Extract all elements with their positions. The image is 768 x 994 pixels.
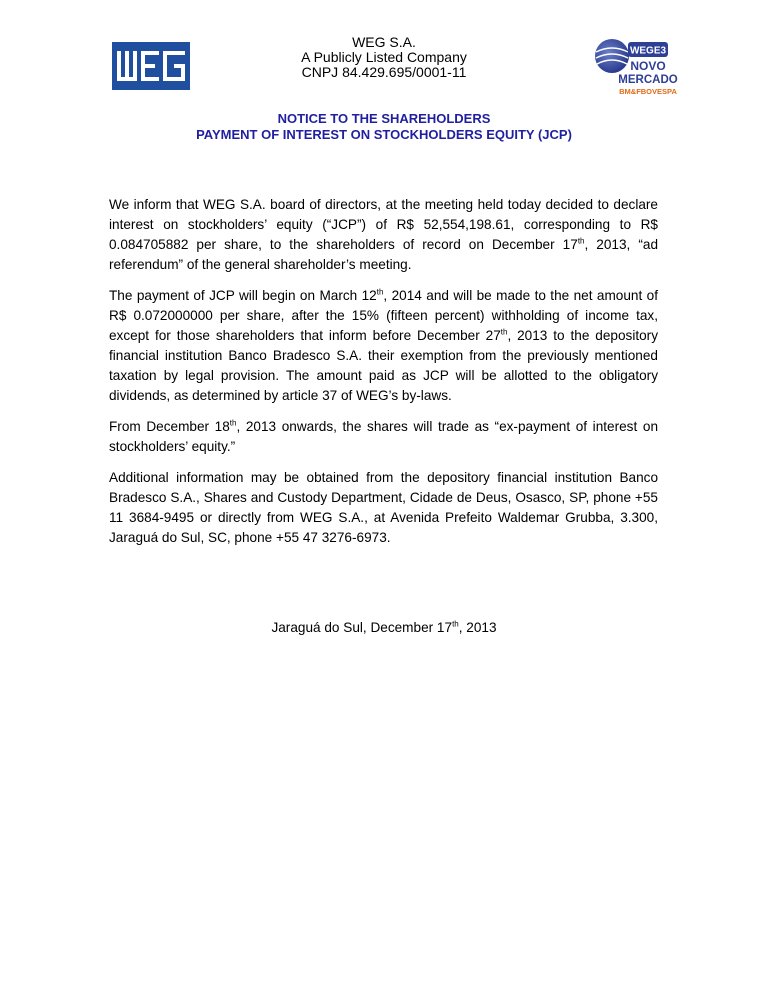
place-and-date: Jaraguá do Sul, December 17th, 2013 [271, 619, 497, 635]
exchange-label: BM&FBOVESPA [619, 87, 677, 96]
document-header [0, 0, 768, 110]
company-name: WEG S.A. [352, 34, 416, 50]
notice-body [109, 195, 658, 559]
paragraph-declaration: We inform that WEG S.A. board of directors, at the meeting held today decided to declare interest on stockholders’ equity (“JCP”) of R$ 52,554,198.61, corresponding to R$ 0.084705882 per share, to the shareholders of record on December 17th, 2013, “ad referendum” of the general shareholder’s meeting. [109, 197, 658, 272]
notice-subtitle: PAYMENT OF INTEREST ON STOCKHOLDERS EQUITY (JCP) [196, 127, 572, 142]
notice-heading [0, 111, 768, 143]
novo-label: NOVO [630, 59, 666, 73]
notice-title: NOTICE TO THE SHAREHOLDERS [277, 111, 491, 126]
mercado-label: MERCADO [618, 74, 678, 86]
novo-mercado-logo-icon [588, 38, 698, 100]
ticker-label: WEGE3 [629, 45, 667, 57]
weg-logo-text: WEG [151, 72, 154, 73]
paragraph-ex-date: From December 18th, 2013 onwards, the shares will trade as “ex-payment of interest on stockholders’ equity.” [109, 418, 658, 454]
company-type: A Publicly Listed Company [301, 49, 467, 65]
paragraph-payment: The payment of JCP will begin on March 12th, 2014 and will be made to the net amount of R$ 0.072000000 per share, after the 15% (fifteen percent) withholding of income tax, except for those shareholders that inform before December 27th, 2013 to the depository financial institution Banco Bradesco S.A. their exemption from the previously mentioned taxation by legal provision. The amount paid as JCP will be allotted to the obligatory dividends, as determined by article 37 of WEG’s by-laws. [109, 287, 659, 403]
paragraph-contact: Additional information may be obtained from the depository financial institution Banco Bradesco S.A., Shares and Custody Department, Cidade de Deus, Osasco, SP, phone +55 11 3684-9495 or directly from WEG S.A., at Avenida Prefeito Waldemar Grubba, 3.300, Jaraguá do Sul, SC, phone +55 47 3276-6973. [109, 470, 658, 545]
company-cnpj: CNPJ 84.429.695/0001-11 [301, 64, 467, 80]
